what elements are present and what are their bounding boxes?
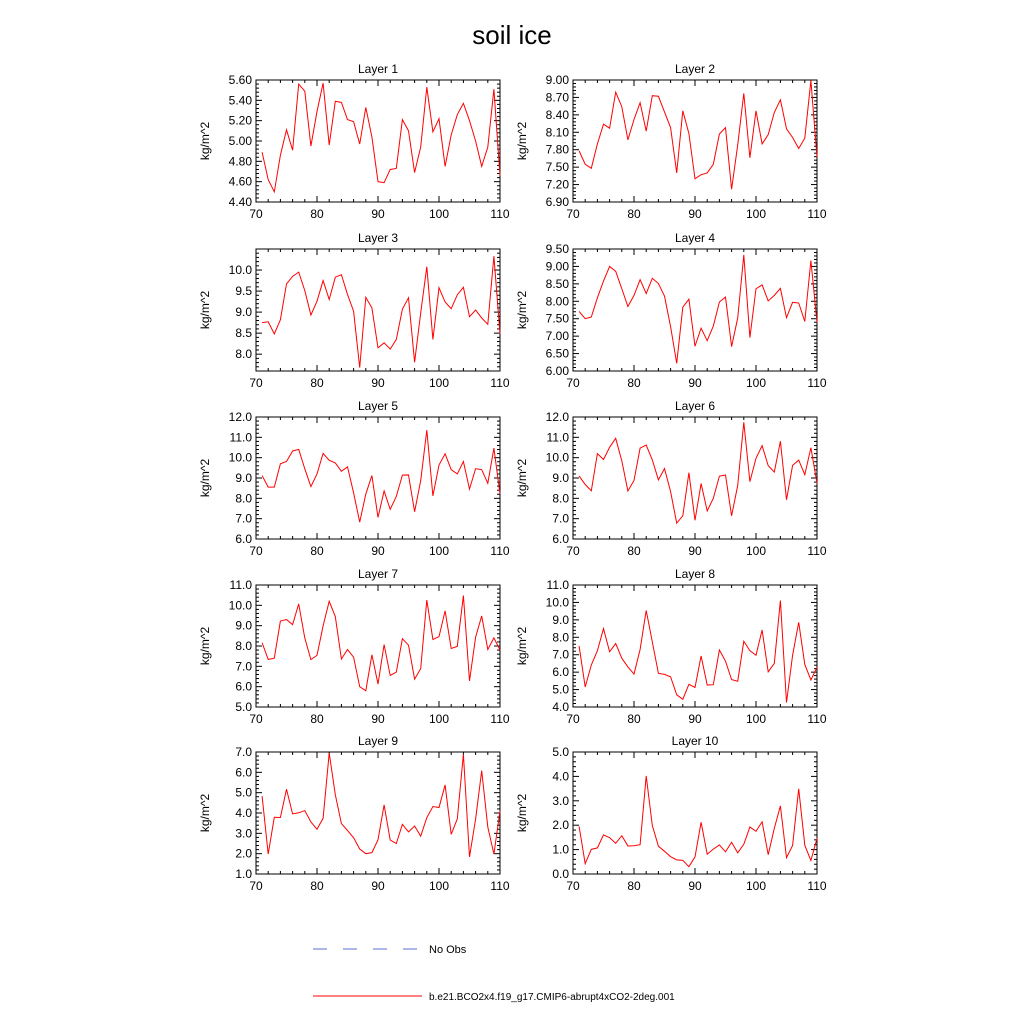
panel-title: Layer 8 bbox=[674, 567, 716, 581]
x-tick-label: 110 bbox=[490, 207, 510, 221]
y-axis-label: kg/m^2 bbox=[198, 626, 212, 666]
x-tick-label: 80 bbox=[310, 376, 324, 390]
x-tick-label: 100 bbox=[428, 879, 450, 893]
y-tick-label: 11.0 bbox=[229, 578, 252, 592]
chart-panel-8 bbox=[515, 567, 827, 726]
x-tick-label: 90 bbox=[688, 207, 702, 221]
x-tick-label: 100 bbox=[745, 207, 767, 221]
x-tick-label: 110 bbox=[807, 544, 827, 558]
y-tick-label: 1.0 bbox=[552, 842, 569, 857]
x-tick-label: 70 bbox=[249, 879, 263, 893]
x-tick-label: 70 bbox=[566, 207, 580, 221]
legend bbox=[313, 944, 675, 1003]
x-tick-label: 80 bbox=[310, 879, 324, 893]
y-tick-label: 5.20 bbox=[228, 113, 252, 128]
y-axis-label: kg/m^2 bbox=[515, 458, 529, 498]
y-tick-label: 5.40 bbox=[228, 93, 252, 108]
y-tick-label: 10.0 bbox=[228, 263, 252, 278]
x-tick-label: 70 bbox=[566, 376, 580, 390]
y-tick-label: 7.0 bbox=[552, 511, 569, 526]
chart-panel-1 bbox=[198, 62, 510, 221]
x-tick-label: 100 bbox=[745, 879, 767, 893]
y-tick-label: 10.0 bbox=[228, 450, 252, 465]
y-tick-label: 12.0 bbox=[228, 410, 252, 424]
panel-title: Layer 1 bbox=[357, 62, 399, 76]
legend-label-no-obs: No Obs bbox=[429, 944, 467, 956]
series-line bbox=[262, 596, 500, 691]
x-tick-label: 70 bbox=[249, 207, 263, 221]
y-axis-label: kg/m^2 bbox=[198, 290, 212, 330]
y-axis-label: kg/m^2 bbox=[515, 121, 529, 161]
chart-panel-9 bbox=[198, 734, 510, 893]
chart-panel-10 bbox=[515, 734, 827, 893]
x-tick-label: 110 bbox=[807, 376, 827, 390]
y-tick-label: 9.0 bbox=[235, 305, 252, 320]
y-tick-label: 5.00 bbox=[228, 134, 252, 148]
x-tick-label: 90 bbox=[371, 376, 385, 390]
series-line bbox=[262, 430, 500, 522]
panel-title: Layer 10 bbox=[671, 734, 719, 748]
y-tick-label: 6.0 bbox=[235, 765, 252, 780]
figure-title: soil ice bbox=[472, 20, 552, 50]
plot-frame bbox=[573, 80, 817, 202]
y-tick-label: 7.0 bbox=[235, 659, 252, 674]
y-tick-label: 12.0 bbox=[545, 410, 569, 424]
plot-frame bbox=[573, 417, 817, 539]
y-tick-label: 4.0 bbox=[552, 769, 569, 784]
x-tick-label: 100 bbox=[745, 544, 767, 558]
x-tick-label: 100 bbox=[745, 376, 767, 390]
x-tick-label: 100 bbox=[428, 712, 450, 726]
x-tick-label: 70 bbox=[249, 544, 263, 558]
plot-frame bbox=[256, 417, 500, 539]
y-axis-label: kg/m^2 bbox=[198, 793, 212, 833]
y-tick-label: 8.0 bbox=[235, 491, 252, 506]
x-tick-label: 100 bbox=[428, 544, 450, 558]
x-tick-label: 80 bbox=[627, 879, 641, 893]
x-tick-label: 80 bbox=[310, 712, 324, 726]
x-tick-label: 110 bbox=[490, 376, 510, 390]
y-tick-label: 8.0 bbox=[235, 347, 252, 362]
panel-title: Layer 2 bbox=[674, 62, 716, 76]
y-tick-label: 2.0 bbox=[552, 818, 569, 833]
y-tick-label: 5.0 bbox=[235, 700, 252, 714]
x-tick-label: 80 bbox=[627, 376, 641, 390]
x-tick-label: 70 bbox=[566, 544, 580, 558]
series-line bbox=[262, 83, 500, 192]
y-tick-label: 7.0 bbox=[235, 511, 252, 526]
y-tick-label: 9.0 bbox=[235, 618, 252, 633]
x-tick-label: 100 bbox=[428, 207, 450, 221]
x-tick-label: 90 bbox=[371, 879, 385, 893]
y-tick-label: 6.0 bbox=[235, 532, 252, 546]
y-tick-label: 7.00 bbox=[545, 329, 569, 344]
panel-title: Layer 9 bbox=[357, 734, 399, 748]
y-tick-label: 10.0 bbox=[545, 595, 569, 610]
y-tick-label: 6.0 bbox=[552, 532, 569, 546]
x-tick-label: 80 bbox=[310, 544, 324, 558]
y-tick-label: 4.60 bbox=[228, 174, 252, 189]
y-tick-label: 8.5 bbox=[235, 326, 252, 341]
series-line bbox=[262, 256, 500, 367]
y-tick-label: 6.00 bbox=[545, 364, 569, 378]
y-tick-label: 5.60 bbox=[228, 73, 252, 87]
x-tick-label: 90 bbox=[688, 879, 702, 893]
x-tick-label: 70 bbox=[566, 712, 580, 726]
x-tick-label: 70 bbox=[566, 879, 580, 893]
y-tick-label: 9.0 bbox=[552, 612, 569, 627]
panel-title: Layer 7 bbox=[357, 567, 399, 581]
y-tick-label: 6.0 bbox=[552, 665, 569, 680]
chart-panel-2 bbox=[515, 62, 827, 221]
chart-panel-7 bbox=[198, 567, 510, 726]
y-tick-label: 8.0 bbox=[552, 630, 569, 645]
y-tick-label: 8.0 bbox=[235, 639, 252, 653]
y-tick-label: 7.50 bbox=[545, 160, 569, 175]
x-tick-label: 80 bbox=[627, 544, 641, 558]
plot-frame bbox=[256, 585, 500, 707]
series-line bbox=[579, 422, 817, 523]
y-axis-label: kg/m^2 bbox=[515, 626, 529, 666]
y-tick-label: 8.50 bbox=[545, 276, 569, 291]
y-axis-label: kg/m^2 bbox=[198, 121, 212, 161]
series-line bbox=[579, 776, 817, 867]
y-tick-label: 11.0 bbox=[229, 430, 252, 445]
series-line bbox=[262, 753, 500, 857]
y-tick-label: 2.0 bbox=[235, 846, 252, 861]
y-axis-label: kg/m^2 bbox=[198, 458, 212, 498]
x-tick-label: 100 bbox=[428, 376, 450, 390]
y-axis-label: kg/m^2 bbox=[515, 793, 529, 833]
plot-frame bbox=[256, 249, 500, 371]
y-tick-label: 6.90 bbox=[545, 195, 569, 209]
y-tick-label: 7.50 bbox=[545, 311, 569, 326]
x-tick-label: 90 bbox=[688, 712, 702, 726]
plot-frame bbox=[256, 80, 500, 202]
series-line bbox=[579, 255, 817, 363]
y-tick-label: 8.40 bbox=[545, 107, 569, 122]
y-tick-label: 1.0 bbox=[235, 867, 252, 881]
x-tick-label: 70 bbox=[249, 376, 263, 390]
x-tick-label: 110 bbox=[807, 712, 827, 726]
chart-panel-5 bbox=[198, 399, 510, 558]
chart-panel-6 bbox=[515, 399, 827, 558]
y-tick-label: 9.00 bbox=[545, 73, 569, 87]
x-tick-label: 110 bbox=[807, 879, 827, 893]
x-tick-label: 100 bbox=[745, 712, 767, 726]
y-tick-label: 8.10 bbox=[545, 125, 569, 140]
x-tick-label: 80 bbox=[627, 712, 641, 726]
x-tick-label: 90 bbox=[688, 376, 702, 390]
y-tick-label: 9.0 bbox=[552, 471, 569, 485]
x-tick-label: 90 bbox=[371, 207, 385, 221]
y-tick-label: 7.0 bbox=[235, 745, 252, 759]
panel-title: Layer 3 bbox=[357, 231, 399, 245]
y-tick-label: 9.00 bbox=[545, 259, 569, 274]
panel-title: Layer 6 bbox=[674, 399, 716, 413]
y-tick-label: 0.0 bbox=[552, 867, 569, 881]
x-tick-label: 110 bbox=[807, 207, 827, 221]
chart-panel-3 bbox=[198, 231, 510, 390]
chart-panel-4 bbox=[515, 231, 827, 390]
panel-title: Layer 4 bbox=[674, 231, 716, 245]
y-tick-label: 5.0 bbox=[552, 682, 569, 697]
y-tick-label: 8.0 bbox=[552, 491, 569, 506]
y-tick-label: 3.0 bbox=[235, 826, 252, 841]
y-tick-label: 3.0 bbox=[552, 793, 569, 808]
x-tick-label: 110 bbox=[490, 879, 510, 893]
x-tick-label: 80 bbox=[310, 207, 324, 221]
y-tick-label: 6.50 bbox=[545, 346, 569, 361]
x-tick-label: 90 bbox=[688, 544, 702, 558]
y-tick-label: 9.50 bbox=[545, 242, 569, 256]
y-tick-label: 7.20 bbox=[545, 177, 569, 192]
y-tick-label: 10.0 bbox=[228, 598, 252, 613]
y-tick-label: 6.0 bbox=[235, 679, 252, 694]
y-tick-label: 7.80 bbox=[545, 142, 569, 157]
y-tick-label: 11.0 bbox=[546, 578, 569, 592]
x-tick-label: 70 bbox=[249, 712, 263, 726]
panel-grid bbox=[198, 62, 827, 893]
y-tick-label: 9.0 bbox=[235, 471, 252, 485]
y-tick-label: 4.0 bbox=[235, 806, 252, 820]
y-tick-label: 4.40 bbox=[228, 195, 252, 209]
y-tick-label: 5.0 bbox=[552, 745, 569, 759]
x-tick-label: 80 bbox=[627, 207, 641, 221]
y-tick-label: 4.0 bbox=[552, 700, 569, 714]
y-tick-label: 9.5 bbox=[235, 284, 252, 299]
y-tick-label: 8.70 bbox=[545, 90, 569, 105]
x-tick-label: 90 bbox=[371, 712, 385, 726]
y-tick-label: 4.80 bbox=[228, 154, 252, 169]
y-tick-label: 11.0 bbox=[546, 430, 569, 445]
x-tick-label: 110 bbox=[490, 712, 510, 726]
y-axis-label: kg/m^2 bbox=[515, 290, 529, 330]
series-line bbox=[579, 601, 817, 703]
x-tick-label: 90 bbox=[371, 544, 385, 558]
y-tick-label: 7.0 bbox=[552, 647, 569, 662]
legend-label-model-run: b.e21.BCO2x4.f19_g17.CMIP6-abrupt4xCO2-2deg.001 bbox=[429, 992, 675, 1003]
y-tick-label: 8.00 bbox=[545, 294, 569, 309]
panel-title: Layer 5 bbox=[357, 399, 399, 413]
y-tick-label: 5.0 bbox=[235, 785, 252, 800]
series-line bbox=[579, 81, 817, 190]
y-tick-label: 10.0 bbox=[545, 450, 569, 465]
x-tick-label: 110 bbox=[490, 544, 510, 558]
